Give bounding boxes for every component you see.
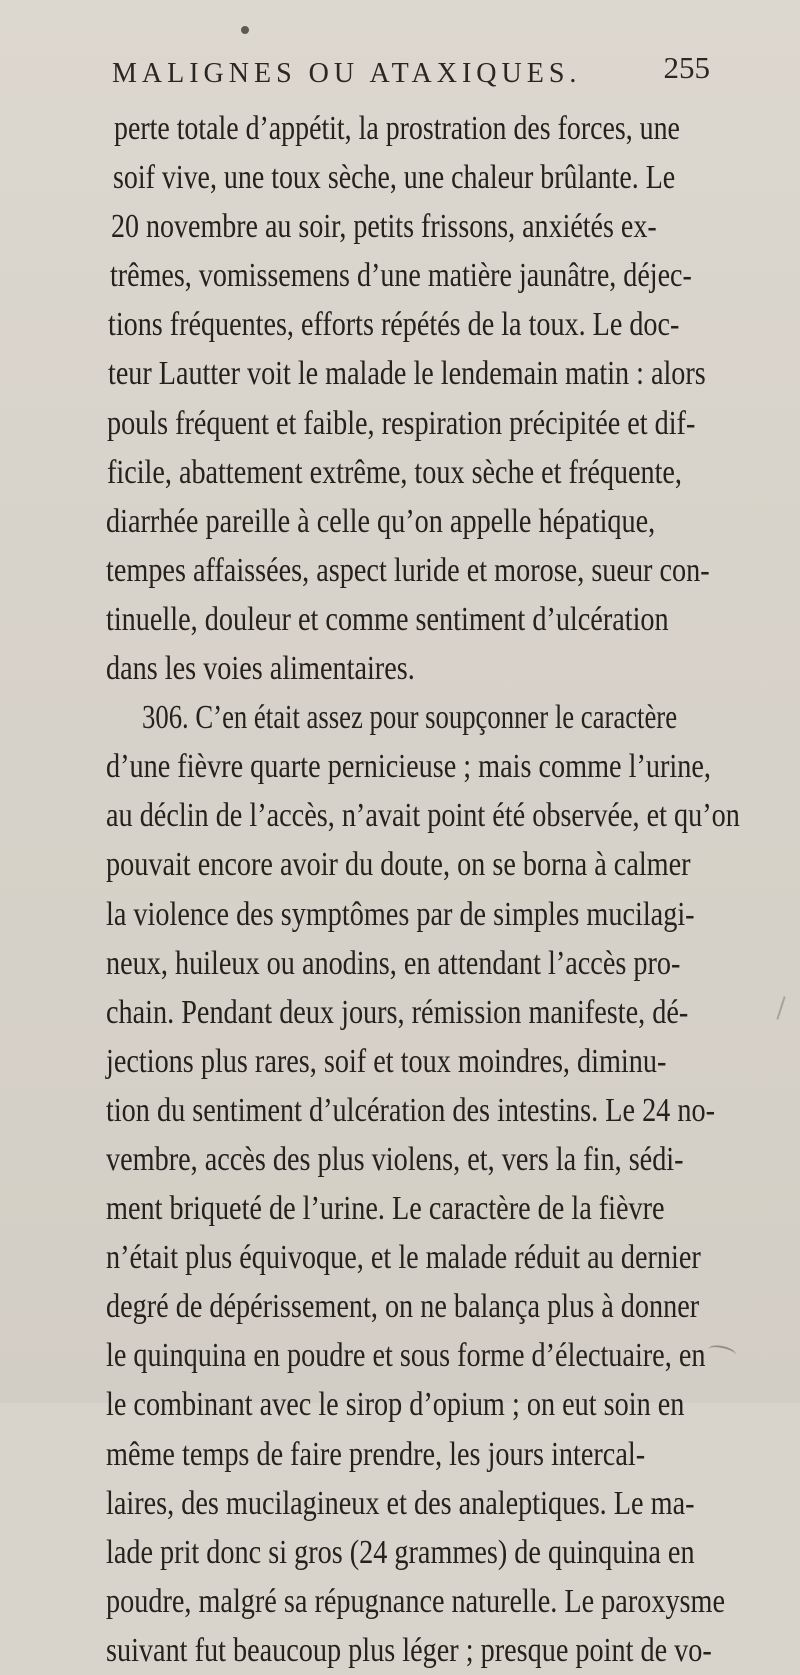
text-line-15: au déclin de l’accès, n’avait point été observée, et qu’on	[106, 797, 740, 835]
text-line-30: lade prit donc si gros (24 grammes) de quinquina en	[106, 1533, 695, 1571]
text-line-5: tions fréquentes, efforts répétés de la toux. Le doc-	[108, 306, 680, 344]
body-text	[0, 104, 800, 1675]
text-line-32: suivant fut beaucoup plus léger ; presque point de vo-	[106, 1631, 712, 1669]
text-line-31: poudre, malgré sa répugnance naturelle. Le paroxysme	[106, 1582, 726, 1620]
text-line-13: 306. C’en était assez pour soupçonner le caractère	[142, 699, 678, 737]
text-line-9: diarrhée pareille à celle qu’on appelle hépatique,	[106, 502, 656, 540]
text-line-23: ment briqueté de l’urine. Le caractère de la fièvre	[106, 1190, 665, 1228]
text-line-10: tempes affaissées, aspect luride et morose, sueur con-	[106, 551, 710, 589]
text-line-11: tinuelle, douleur et comme sentiment d’ulcération	[106, 600, 669, 638]
text-line-12: dans les voies alimentaires.	[106, 650, 415, 688]
running-title: MALIGNES OU ATAXIQUES.	[112, 58, 582, 89]
text-line-25: degré de dépérissement, on ne balança plus à donner	[106, 1288, 700, 1326]
text-line-2: soif vive, une toux sèche, une chaleur brûlante. Le	[113, 159, 676, 197]
text-line-17: la violence des symptômes par de simples mucilagi-	[106, 895, 695, 933]
text-line-20: jections plus rares, soif et toux moindres, diminu-	[106, 1042, 667, 1080]
running-head	[112, 50, 710, 96]
text-line-16: pouvait encore avoir du doute, on se borna à calmer	[106, 846, 691, 884]
text-line-3: 20 novembre au soir, petits frissons, anxiétés ex-	[111, 208, 657, 246]
text-line-21: tion du sentiment d’ulcération des intestins. Le 24 no-	[106, 1091, 715, 1129]
text-line-26: le quinquina en poudre et sous forme d’électuaire, en	[106, 1337, 706, 1375]
text-line-19: chain. Pendant deux jours, rémission manifeste, dé-	[106, 993, 689, 1031]
text-line-7: pouls fréquent et faible, respiration précipitée et dif-	[107, 404, 696, 442]
page-number: 255	[663, 50, 710, 85]
text-line-4: trêmes, vomissemens d’une matière jaunâtre, déjec-	[110, 257, 692, 295]
ink-speck	[241, 26, 249, 34]
text-line-1: perte totale d’appétit, la prostration des forces, une	[114, 110, 680, 147]
text-line-27: le combinant avec le sirop d’opium ; on eut soin en	[106, 1386, 685, 1424]
text-line-8: ficile, abattement extrême, toux sèche et fréquente,	[107, 453, 682, 491]
text-line-24: n’était plus équivoque, et le malade réduit au dernier	[106, 1239, 701, 1277]
text-line-29: laires, des mucilagineux et des analeptiques. Le ma-	[106, 1484, 695, 1522]
text-line-22: vembre, accès des plus violens, et, vers la fin, sédi-	[106, 1140, 684, 1178]
text-line-28: même temps de faire prendre, les jours intercal-	[106, 1435, 646, 1473]
text-line-18: neux, huileux ou anodins, en attendant l’accès pro-	[106, 944, 681, 982]
text-line-14: d’une fièvre quarte pernicieuse ; mais comme l’urine,	[106, 748, 711, 786]
text-line-6: teur Lautter voit le malade le lendemain matin : alors	[108, 355, 706, 393]
